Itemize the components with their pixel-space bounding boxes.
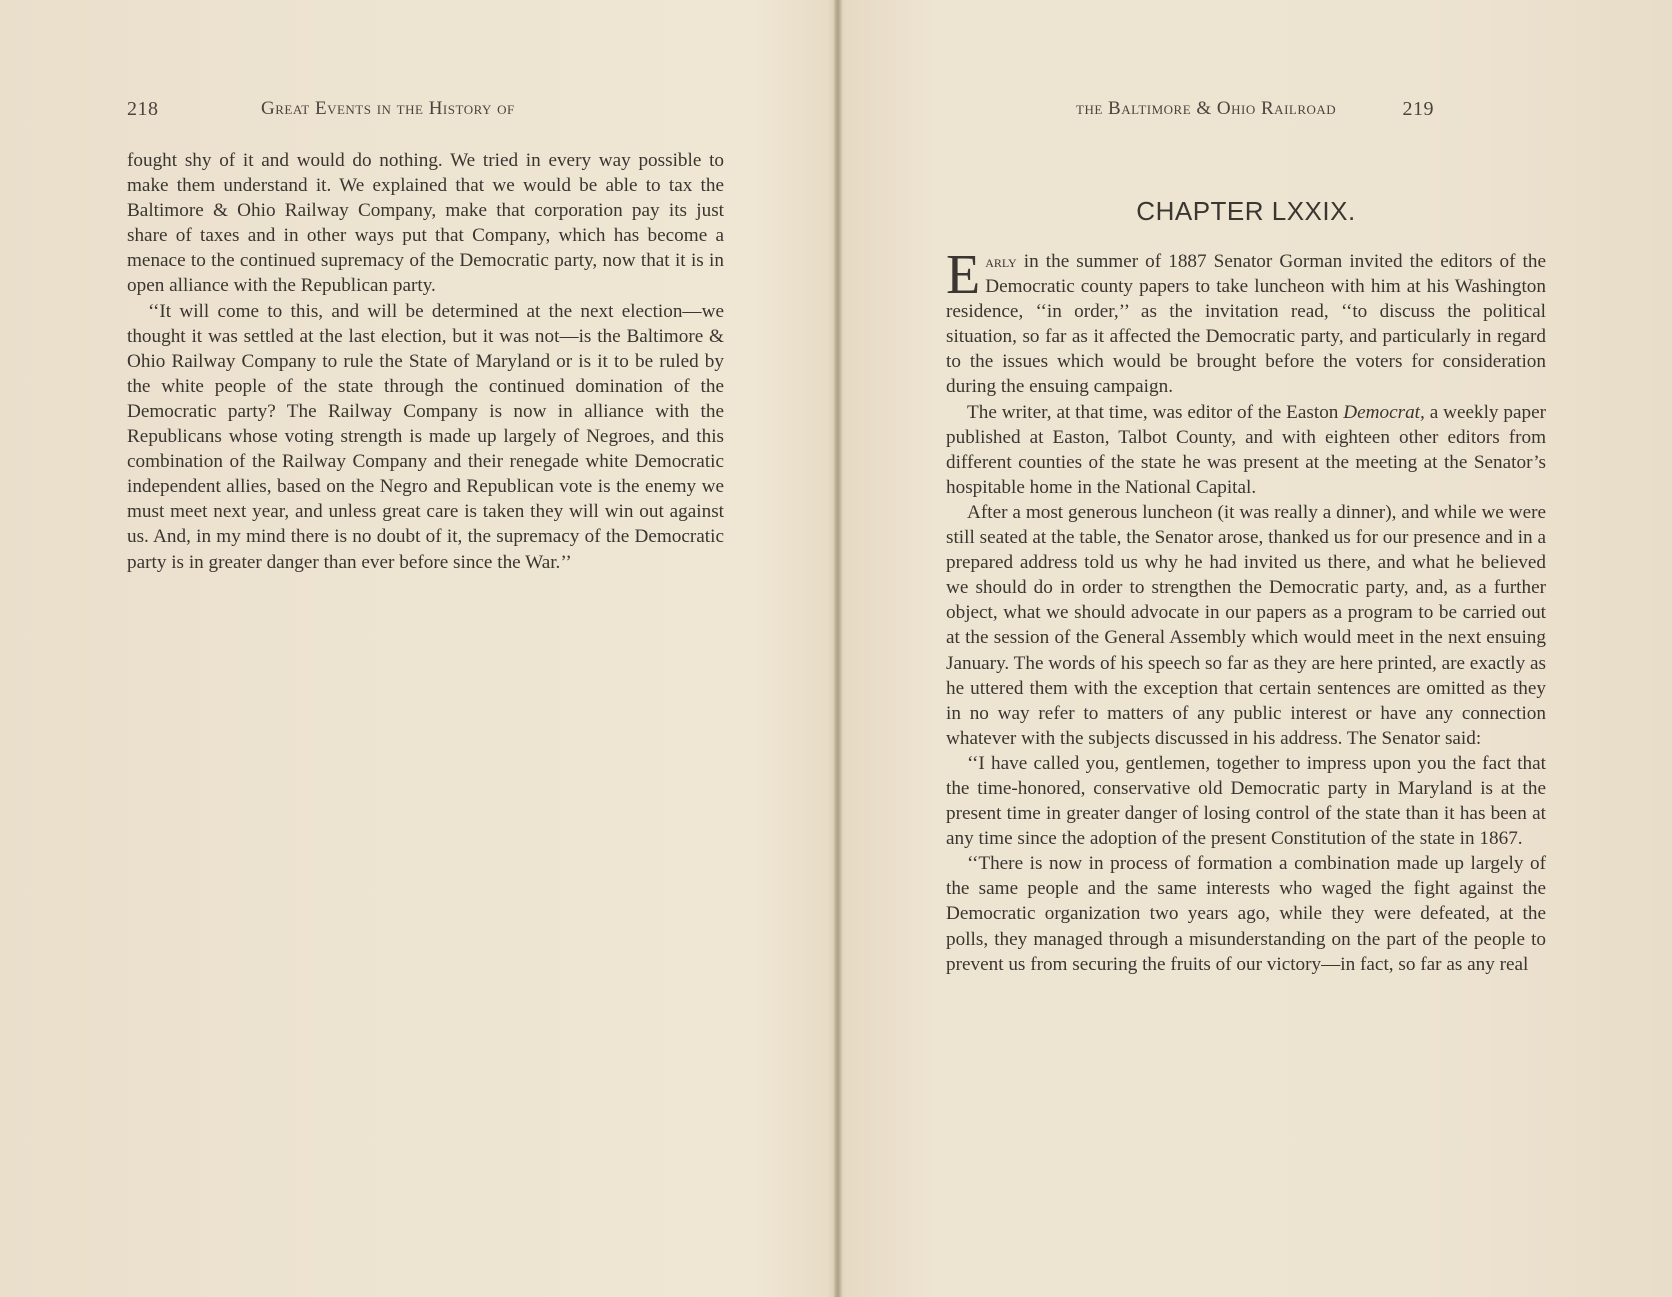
left-paragraph-2: ‘‘It will come to this, and will be determined at the next election—we thought it was settled at the last election, but it was not—is the Baltimore & Ohio Railway Company to rule the State of Maryland or is it to be ruled by the white people of the state through the continued domination of the Democratic party? The Railway Company is now in alliance with the Republicans whose voting strength is made up largely of Negroes, and this combination of the Railway Company and their renegade white Democratic independent allies, based on the Negro and Republican vote is the enemy we must meet next year, and unless great care is taken they will win out against us. And, in my mind there is no doubt of it, the supremacy of the Democratic party is in greater danger than ever before since the War.’’ (127, 300, 724, 573)
right-paragraph-1 (946, 244, 1546, 400)
left-paragraph-1: fought shy of it and would do nothing. We tried in every way possible to make them understand it. We explained that we would be able to tax the Baltimore & Ohio Railway Company, make that corporation pay its just share of taxes and in other ways put that Company, which has become a menace to the continued supremacy of the Democratic party, now that it is in open alliance with the Republican party. (127, 150, 724, 297)
right-paragraph-4: ‘‘I have called you, gentlemen, together to impress upon you the fact that the time-honored, conservative old Democratic party in Maryland is at the present time in greater danger of losing control of the state than it has been at any time since the adoption of the present Constitution of the state in 1867. (946, 752, 1546, 850)
right-running-title: the Baltimore & Ohio Railroad (1076, 98, 1337, 119)
left-running-head (127, 98, 724, 124)
drop-cap: E (946, 244, 981, 306)
right-body-text (946, 244, 1546, 977)
left-running-title: Great Events in the History of (261, 98, 515, 119)
right-paragraph-5: ‘‘There is now in process of formation a combination made up largely of the same people and the same interests who waged the fight against the Democratic organization two years ago, while they were defeated, at the polls, they managed through a misunderstanding on the part of the people to prevent us from securing the fruits of our victory—in fact, so far as any real (946, 853, 1546, 975)
right-paragraph-2-after: a weekly paper published at Easton, Talbot County, and with eighteen other editors from different counties of the state he was present at the meeting at the Senator’s hospitable home in the National Capital. (946, 401, 1546, 498)
right-running-head (1076, 98, 1434, 124)
lead-word: arly (985, 252, 1017, 271)
newspaper-name: Democrat, (1343, 401, 1425, 423)
right-page-number: 219 (1402, 98, 1434, 120)
left-body-text (127, 148, 724, 575)
right-paragraph-2 (946, 400, 1546, 500)
right-paragraph-1-text: in the summer of 1887 Senator Gorman invited the editors of the Democratic county papers to take luncheon with him at his Washington residence, ‘‘in order,’’ as the invitation read, ‘‘to discuss the political situation, so far as it affected the Democratic party, and particularly in regard to the issues which would be brought before the voters for consideration during the ensuing campaign. (946, 251, 1546, 398)
chapter-title: CHAPTER LXXIX. (1136, 196, 1356, 226)
book-gutter (834, 0, 842, 1297)
right-paragraph-3: After a most generous luncheon (it was really a dinner), and while we were still seated at the table, the Senator arose, thanked us for our presence and in a prepared address told us why he had invited us there, and what he believed we should do in order to strengthen the Democratic party, and, as a further object, what we should advocate in our papers as a program to be carried out at the session of the General Assembly which would meet in the next ensuing January. The words of his speech so far as they are here printed, are exactly as he uttered them with the exception that certain sentences are omitted as they in no way refer to matters of any public interest or have any connection whatever with the subjects discussed in his address. The Senator said: (946, 501, 1546, 749)
left-page-number: 218 (127, 98, 159, 120)
right-page (842, 0, 1672, 1297)
right-paragraph-2-before: The writer, at that time, was editor of the Easton (967, 401, 1344, 423)
left-page (0, 0, 834, 1297)
